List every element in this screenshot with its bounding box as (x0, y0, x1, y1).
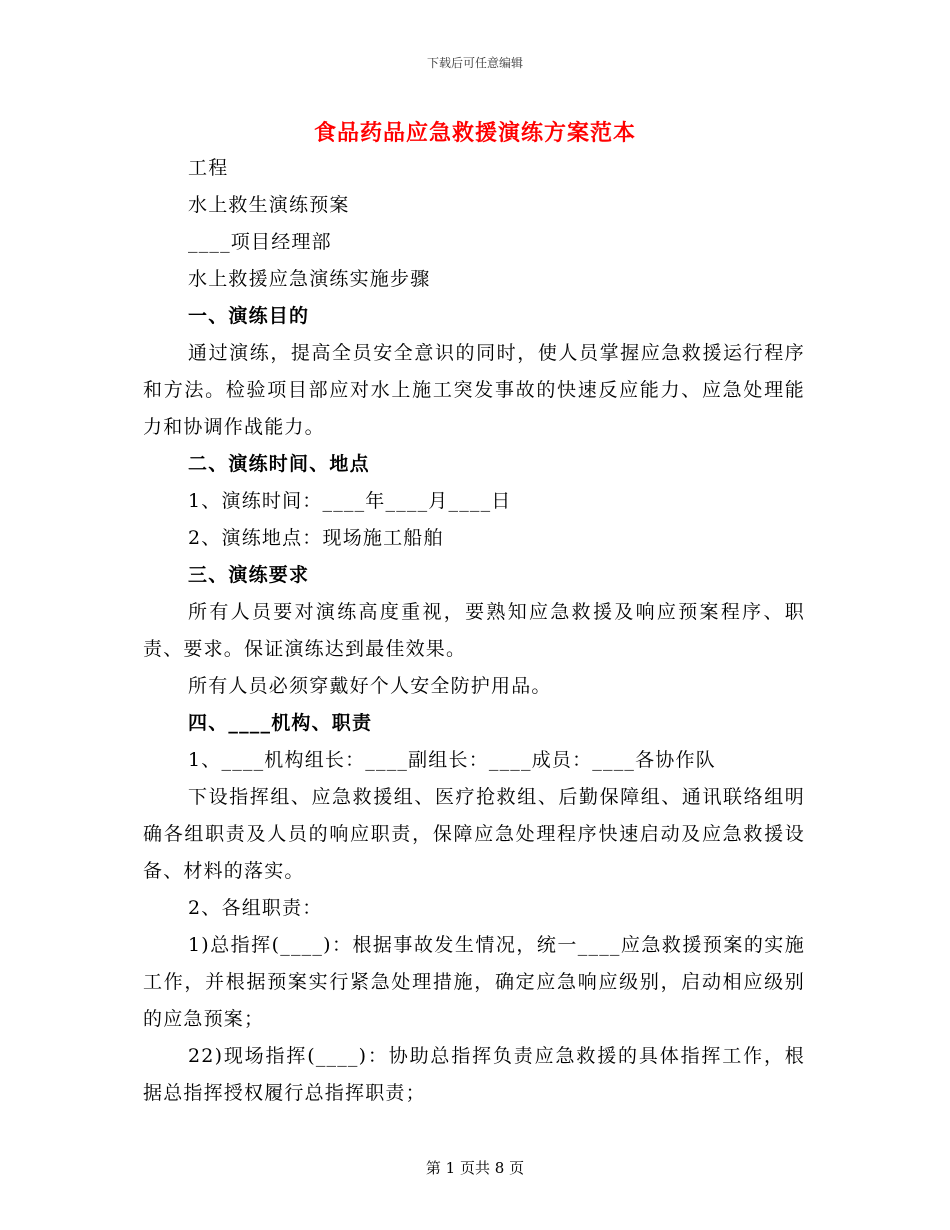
paragraph-site-commander: 22)现场指挥(____)：协助总指挥负责应急救援的具体指挥工作，根据总指挥授权履行总指挥职责； (143, 1045, 805, 1104)
paragraph-purpose: 通过演练，提高全员安全意识的同时，使人员掌握应急救援运行程序和方法。检验项目部应对水上施工突发事故的快速反应能力、应急处理能力和协调作战能力。 (143, 342, 805, 438)
item-drill-time: 1、演练时间：____年____月____日 (188, 490, 512, 512)
item-drill-location: 2、演练地点：现场施工船舶 (188, 527, 444, 549)
paragraph-requirements: 所有人员要对演练高度重视，要熟知应急救援及响应预案程序、职责、要求。保证演练达到最佳效果。 (143, 601, 805, 660)
steps-heading-line: 水上救援应急演练实施步骤 (188, 268, 431, 290)
plan-name-line: 水上救生演练预案 (188, 194, 350, 216)
section-heading-purpose: 一、演练目的 (188, 305, 310, 327)
section-heading-time-place: 二、演练时间、地点 (188, 453, 370, 475)
paragraph-chief-commander: 1)总指挥(____)：根据事故发生情况，统一____应急救援预案的实施工作，并根据预案实行紧急处理措施，确定应急响应级别，启动相应级别的应急预案； (143, 934, 805, 1030)
project-line: 工程 (188, 157, 229, 179)
section-heading-organization: 四、____机构、职责 (188, 712, 373, 734)
page-footer: 第 1 页共 8 页 (425, 1159, 525, 1177)
item-group-duties: 2、各组职责： (188, 897, 323, 919)
paragraph-groups: 下设指挥组、应急救援组、医疗抢救组、后勤保障组、通讯联络组明确各组职责及人员的响应职责，保障应急处理程序快速启动及应急救援设备、材料的落实。 (143, 786, 805, 882)
header-note: 下载后可任意编辑 (426, 56, 523, 70)
document-title: 食品药品应急救援演练方案范本 (313, 120, 636, 146)
item-organization-members: 1、____机构组长：____副组长：____成员：____各协作队 (188, 749, 716, 771)
document-body (143, 150, 805, 1112)
department-line: ____项目经理部 (188, 231, 332, 253)
paragraph-protective-gear: 所有人员必须穿戴好个人安全防护用品。 (188, 675, 552, 697)
section-heading-requirements: 三、演练要求 (188, 564, 310, 586)
